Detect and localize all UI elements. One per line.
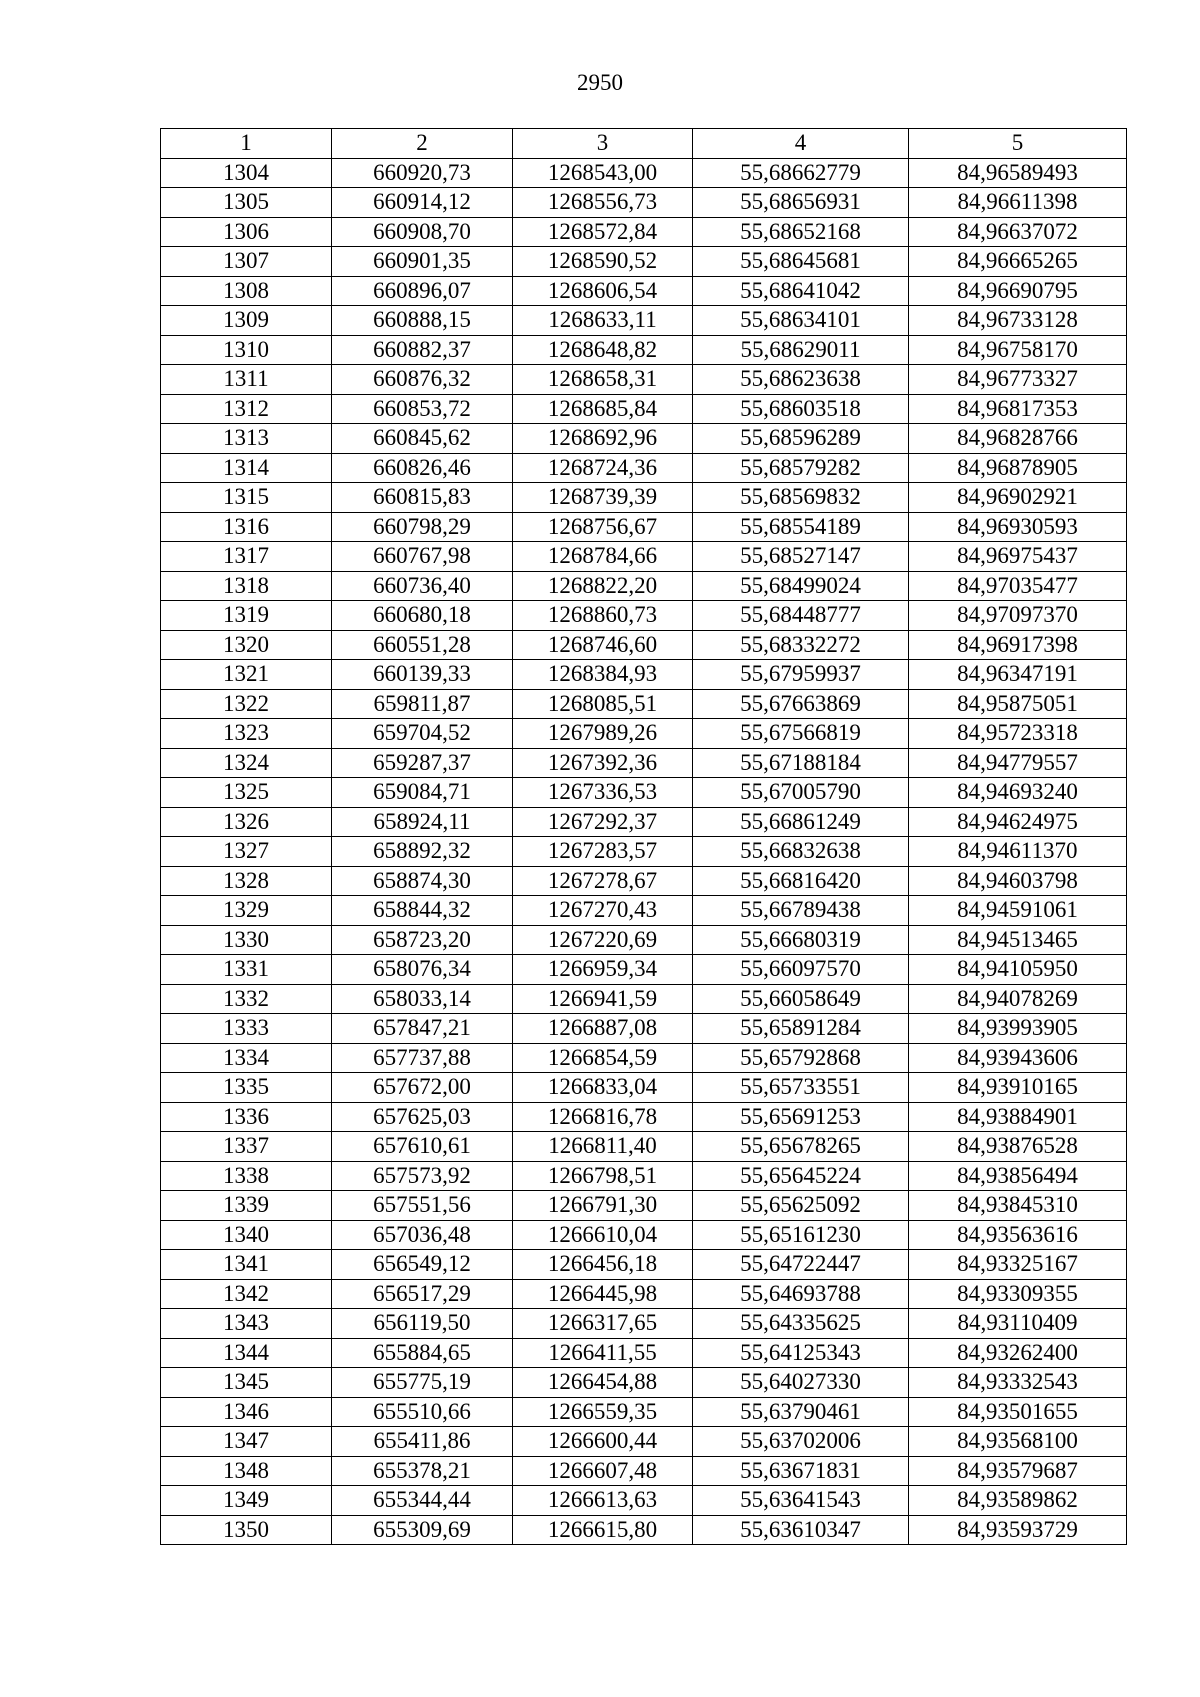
column-header-4: 4 [693, 129, 909, 159]
x-coordinate-cell: 660736,40 [332, 571, 513, 601]
x-coordinate-cell: 657551,56 [332, 1191, 513, 1221]
point-number-cell: 1338 [161, 1161, 332, 1191]
latitude-cell: 55,64125343 [693, 1338, 909, 1368]
table-row [161, 1250, 1127, 1280]
longitude-cell: 84,93568100 [909, 1427, 1127, 1457]
longitude-cell: 84,96975437 [909, 542, 1127, 572]
longitude-cell: 84,94105950 [909, 955, 1127, 985]
y-coordinate-cell: 1266811,40 [513, 1132, 693, 1162]
table-row [161, 1132, 1127, 1162]
x-coordinate-cell: 659704,52 [332, 719, 513, 749]
point-number-cell: 1316 [161, 512, 332, 542]
table-row [161, 601, 1127, 631]
point-number-cell: 1321 [161, 660, 332, 690]
point-number-cell: 1315 [161, 483, 332, 513]
table-row [161, 1486, 1127, 1516]
y-coordinate-cell: 1266456,18 [513, 1250, 693, 1280]
x-coordinate-cell: 659811,87 [332, 689, 513, 719]
point-number-cell: 1324 [161, 748, 332, 778]
point-number-cell: 1340 [161, 1220, 332, 1250]
point-number-cell: 1350 [161, 1515, 332, 1545]
table-row [161, 1456, 1127, 1486]
table-row [161, 1427, 1127, 1457]
table-row [161, 217, 1127, 247]
point-number-cell: 1330 [161, 925, 332, 955]
point-number-cell: 1312 [161, 394, 332, 424]
point-number-cell: 1325 [161, 778, 332, 808]
x-coordinate-cell: 655510,66 [332, 1397, 513, 1427]
latitude-cell: 55,63702006 [693, 1427, 909, 1457]
y-coordinate-cell: 1268590,52 [513, 247, 693, 277]
y-coordinate-cell: 1268784,66 [513, 542, 693, 572]
longitude-cell: 84,93325167 [909, 1250, 1127, 1280]
point-number-cell: 1320 [161, 630, 332, 660]
point-number-cell: 1345 [161, 1368, 332, 1398]
latitude-cell: 55,68629011 [693, 335, 909, 365]
page-number: 2950 [577, 70, 623, 95]
x-coordinate-cell: 660914,12 [332, 188, 513, 218]
y-coordinate-cell: 1266798,51 [513, 1161, 693, 1191]
y-coordinate-cell: 1268658,31 [513, 365, 693, 395]
y-coordinate-cell: 1267278,67 [513, 866, 693, 896]
y-coordinate-cell: 1267283,57 [513, 837, 693, 867]
point-number-cell: 1334 [161, 1043, 332, 1073]
latitude-cell: 55,68554189 [693, 512, 909, 542]
longitude-cell: 84,94779557 [909, 748, 1127, 778]
x-coordinate-cell: 657737,88 [332, 1043, 513, 1073]
table-row [161, 719, 1127, 749]
table-header-row [161, 129, 1127, 159]
table-row [161, 1220, 1127, 1250]
longitude-cell: 84,96917398 [909, 630, 1127, 660]
latitude-cell: 55,66816420 [693, 866, 909, 896]
longitude-cell: 84,93856494 [909, 1161, 1127, 1191]
latitude-cell: 55,68652168 [693, 217, 909, 247]
longitude-cell: 84,93845310 [909, 1191, 1127, 1221]
point-number-cell: 1331 [161, 955, 332, 985]
x-coordinate-cell: 657847,21 [332, 1014, 513, 1044]
x-coordinate-cell: 655411,86 [332, 1427, 513, 1457]
table-row [161, 630, 1127, 660]
longitude-cell: 84,93910165 [909, 1073, 1127, 1103]
latitude-cell: 55,68448777 [693, 601, 909, 631]
x-coordinate-cell: 660845,62 [332, 424, 513, 454]
table-row [161, 925, 1127, 955]
x-coordinate-cell: 656119,50 [332, 1309, 513, 1339]
longitude-cell: 84,96878905 [909, 453, 1127, 483]
longitude-cell: 84,93943606 [909, 1043, 1127, 1073]
point-number-cell: 1328 [161, 866, 332, 896]
longitude-cell: 84,96589493 [909, 158, 1127, 188]
table-row [161, 866, 1127, 896]
x-coordinate-cell: 655884,65 [332, 1338, 513, 1368]
x-coordinate-cell: 657610,61 [332, 1132, 513, 1162]
x-coordinate-cell: 659287,37 [332, 748, 513, 778]
longitude-cell: 84,94078269 [909, 984, 1127, 1014]
y-coordinate-cell: 1268692,96 [513, 424, 693, 454]
point-number-cell: 1323 [161, 719, 332, 749]
longitude-cell: 84,96828766 [909, 424, 1127, 454]
x-coordinate-cell: 660882,37 [332, 335, 513, 365]
longitude-cell: 84,93563616 [909, 1220, 1127, 1250]
table-row [161, 1279, 1127, 1309]
table-row [161, 1309, 1127, 1339]
point-number-cell: 1341 [161, 1250, 332, 1280]
latitude-cell: 55,68499024 [693, 571, 909, 601]
point-number-cell: 1326 [161, 807, 332, 837]
latitude-cell: 55,68596289 [693, 424, 909, 454]
point-number-cell: 1306 [161, 217, 332, 247]
point-number-cell: 1337 [161, 1132, 332, 1162]
x-coordinate-cell: 660853,72 [332, 394, 513, 424]
point-number-cell: 1305 [161, 188, 332, 218]
table-row [161, 955, 1127, 985]
y-coordinate-cell: 1268724,36 [513, 453, 693, 483]
y-coordinate-cell: 1268756,67 [513, 512, 693, 542]
point-number-cell: 1332 [161, 984, 332, 1014]
latitude-cell: 55,64335625 [693, 1309, 909, 1339]
latitude-cell: 55,64693788 [693, 1279, 909, 1309]
longitude-cell: 84,96347191 [909, 660, 1127, 690]
point-number-cell: 1342 [161, 1279, 332, 1309]
latitude-cell: 55,65733551 [693, 1073, 909, 1103]
latitude-cell: 55,66789438 [693, 896, 909, 926]
x-coordinate-cell: 656517,29 [332, 1279, 513, 1309]
latitude-cell: 55,66861249 [693, 807, 909, 837]
latitude-cell: 55,67663869 [693, 689, 909, 719]
point-number-cell: 1336 [161, 1102, 332, 1132]
y-coordinate-cell: 1267292,37 [513, 807, 693, 837]
longitude-cell: 84,94603798 [909, 866, 1127, 896]
latitude-cell: 55,65161230 [693, 1220, 909, 1250]
point-number-cell: 1318 [161, 571, 332, 601]
y-coordinate-cell: 1266833,04 [513, 1073, 693, 1103]
longitude-cell: 84,96611398 [909, 188, 1127, 218]
longitude-cell: 84,95723318 [909, 719, 1127, 749]
latitude-cell: 55,68623638 [693, 365, 909, 395]
longitude-cell: 84,96733128 [909, 306, 1127, 336]
table-row [161, 1338, 1127, 1368]
latitude-cell: 55,68603518 [693, 394, 909, 424]
table-row [161, 1368, 1127, 1398]
latitude-cell: 55,68656931 [693, 188, 909, 218]
y-coordinate-cell: 1268606,54 [513, 276, 693, 306]
longitude-cell: 84,93876528 [909, 1132, 1127, 1162]
x-coordinate-cell: 655344,44 [332, 1486, 513, 1516]
latitude-cell: 55,66832638 [693, 837, 909, 867]
y-coordinate-cell: 1268384,93 [513, 660, 693, 690]
y-coordinate-cell: 1268572,84 [513, 217, 693, 247]
point-number-cell: 1339 [161, 1191, 332, 1221]
y-coordinate-cell: 1266600,44 [513, 1427, 693, 1457]
table-row [161, 158, 1127, 188]
latitude-cell: 55,67005790 [693, 778, 909, 808]
longitude-cell: 84,95875051 [909, 689, 1127, 719]
point-number-cell: 1308 [161, 276, 332, 306]
latitude-cell: 55,67566819 [693, 719, 909, 749]
x-coordinate-cell: 656549,12 [332, 1250, 513, 1280]
longitude-cell: 84,97097370 [909, 601, 1127, 631]
table-row [161, 306, 1127, 336]
latitude-cell: 55,66680319 [693, 925, 909, 955]
latitude-cell: 55,65792868 [693, 1043, 909, 1073]
y-coordinate-cell: 1266791,30 [513, 1191, 693, 1221]
longitude-cell: 84,93501655 [909, 1397, 1127, 1427]
table-row [161, 276, 1127, 306]
y-coordinate-cell: 1266941,59 [513, 984, 693, 1014]
table-row [161, 188, 1127, 218]
longitude-cell: 84,96758170 [909, 335, 1127, 365]
x-coordinate-cell: 660139,33 [332, 660, 513, 690]
y-coordinate-cell: 1266317,65 [513, 1309, 693, 1339]
table-row [161, 837, 1127, 867]
latitude-cell: 55,65645224 [693, 1161, 909, 1191]
x-coordinate-cell: 655775,19 [332, 1368, 513, 1398]
x-coordinate-cell: 660876,32 [332, 365, 513, 395]
x-coordinate-cell: 655378,21 [332, 1456, 513, 1486]
y-coordinate-cell: 1266615,80 [513, 1515, 693, 1545]
x-coordinate-cell: 659084,71 [332, 778, 513, 808]
table-row [161, 689, 1127, 719]
point-number-cell: 1313 [161, 424, 332, 454]
longitude-cell: 84,93993905 [909, 1014, 1127, 1044]
table-row [161, 1102, 1127, 1132]
latitude-cell: 55,63790461 [693, 1397, 909, 1427]
table-row [161, 748, 1127, 778]
point-number-cell: 1311 [161, 365, 332, 395]
y-coordinate-cell: 1267336,53 [513, 778, 693, 808]
latitude-cell: 55,68662779 [693, 158, 909, 188]
x-coordinate-cell: 657036,48 [332, 1220, 513, 1250]
longitude-cell: 84,96637072 [909, 217, 1127, 247]
column-header-5: 5 [909, 129, 1127, 159]
latitude-cell: 55,68634101 [693, 306, 909, 336]
coordinates-table [160, 128, 1127, 1545]
longitude-cell: 84,96773327 [909, 365, 1127, 395]
column-header-1: 1 [161, 129, 332, 159]
y-coordinate-cell: 1266816,78 [513, 1102, 693, 1132]
x-coordinate-cell: 660888,15 [332, 306, 513, 336]
point-number-cell: 1327 [161, 837, 332, 867]
latitude-cell: 55,68569832 [693, 483, 909, 513]
longitude-cell: 84,96902921 [909, 483, 1127, 513]
y-coordinate-cell: 1266613,63 [513, 1486, 693, 1516]
longitude-cell: 84,94693240 [909, 778, 1127, 808]
longitude-cell: 84,96930593 [909, 512, 1127, 542]
x-coordinate-cell: 660551,28 [332, 630, 513, 660]
x-coordinate-cell: 658892,32 [332, 837, 513, 867]
x-coordinate-cell: 657573,92 [332, 1161, 513, 1191]
point-number-cell: 1347 [161, 1427, 332, 1457]
y-coordinate-cell: 1266559,35 [513, 1397, 693, 1427]
y-coordinate-cell: 1267392,36 [513, 748, 693, 778]
longitude-cell: 84,94513465 [909, 925, 1127, 955]
x-coordinate-cell: 658033,14 [332, 984, 513, 1014]
longitude-cell: 84,96690795 [909, 276, 1127, 306]
point-number-cell: 1314 [161, 453, 332, 483]
table-row [161, 1073, 1127, 1103]
table-row [161, 1515, 1127, 1545]
latitude-cell: 55,65625092 [693, 1191, 909, 1221]
x-coordinate-cell: 657625,03 [332, 1102, 513, 1132]
x-coordinate-cell: 660896,07 [332, 276, 513, 306]
longitude-cell: 84,93262400 [909, 1338, 1127, 1368]
y-coordinate-cell: 1266854,59 [513, 1043, 693, 1073]
y-coordinate-cell: 1266959,34 [513, 955, 693, 985]
longitude-cell: 84,96665265 [909, 247, 1127, 277]
point-number-cell: 1333 [161, 1014, 332, 1044]
table-row [161, 483, 1127, 513]
table-row [161, 1397, 1127, 1427]
latitude-cell: 55,64722447 [693, 1250, 909, 1280]
latitude-cell: 55,67959937 [693, 660, 909, 690]
x-coordinate-cell: 660767,98 [332, 542, 513, 572]
point-number-cell: 1346 [161, 1397, 332, 1427]
column-header-2: 2 [332, 129, 513, 159]
latitude-cell: 55,68645681 [693, 247, 909, 277]
latitude-cell: 55,63671831 [693, 1456, 909, 1486]
y-coordinate-cell: 1268822,20 [513, 571, 693, 601]
y-coordinate-cell: 1268556,73 [513, 188, 693, 218]
latitude-cell: 55,67188184 [693, 748, 909, 778]
x-coordinate-cell: 658844,32 [332, 896, 513, 926]
longitude-cell: 84,93579687 [909, 1456, 1127, 1486]
x-coordinate-cell: 655309,69 [332, 1515, 513, 1545]
x-coordinate-cell: 660680,18 [332, 601, 513, 631]
y-coordinate-cell: 1268648,82 [513, 335, 693, 365]
table-row [161, 394, 1127, 424]
latitude-cell: 55,68641042 [693, 276, 909, 306]
table-row [161, 424, 1127, 454]
x-coordinate-cell: 658076,34 [332, 955, 513, 985]
y-coordinate-cell: 1268746,60 [513, 630, 693, 660]
point-number-cell: 1349 [161, 1486, 332, 1516]
table-row [161, 247, 1127, 277]
longitude-cell: 84,94624975 [909, 807, 1127, 837]
y-coordinate-cell: 1267270,43 [513, 896, 693, 926]
latitude-cell: 55,68527147 [693, 542, 909, 572]
table-row [161, 660, 1127, 690]
longitude-cell: 84,93309355 [909, 1279, 1127, 1309]
table-row [161, 571, 1127, 601]
longitude-cell: 84,93593729 [909, 1515, 1127, 1545]
latitude-cell: 55,65691253 [693, 1102, 909, 1132]
longitude-cell: 84,93884901 [909, 1102, 1127, 1132]
y-coordinate-cell: 1266887,08 [513, 1014, 693, 1044]
point-number-cell: 1304 [161, 158, 332, 188]
x-coordinate-cell: 660798,29 [332, 512, 513, 542]
table-row [161, 1161, 1127, 1191]
point-number-cell: 1309 [161, 306, 332, 336]
table-row [161, 778, 1127, 808]
point-number-cell: 1322 [161, 689, 332, 719]
point-number-cell: 1329 [161, 896, 332, 926]
latitude-cell: 55,66097570 [693, 955, 909, 985]
y-coordinate-cell: 1266607,48 [513, 1456, 693, 1486]
point-number-cell: 1307 [161, 247, 332, 277]
x-coordinate-cell: 657672,00 [332, 1073, 513, 1103]
y-coordinate-cell: 1267989,26 [513, 719, 693, 749]
longitude-cell: 84,96817353 [909, 394, 1127, 424]
y-coordinate-cell: 1268860,73 [513, 601, 693, 631]
y-coordinate-cell: 1268739,39 [513, 483, 693, 513]
table-body [161, 158, 1127, 1545]
point-number-cell: 1319 [161, 601, 332, 631]
x-coordinate-cell: 658874,30 [332, 866, 513, 896]
x-coordinate-cell: 660908,70 [332, 217, 513, 247]
y-coordinate-cell: 1266454,88 [513, 1368, 693, 1398]
latitude-cell: 55,68332272 [693, 630, 909, 660]
latitude-cell: 55,68579282 [693, 453, 909, 483]
longitude-cell: 84,93110409 [909, 1309, 1127, 1339]
y-coordinate-cell: 1267220,69 [513, 925, 693, 955]
x-coordinate-cell: 658924,11 [332, 807, 513, 837]
latitude-cell: 55,63641543 [693, 1486, 909, 1516]
table-row [161, 335, 1127, 365]
x-coordinate-cell: 660815,83 [332, 483, 513, 513]
longitude-cell: 84,94611370 [909, 837, 1127, 867]
point-number-cell: 1343 [161, 1309, 332, 1339]
longitude-cell: 84,97035477 [909, 571, 1127, 601]
y-coordinate-cell: 1268633,11 [513, 306, 693, 336]
table-row [161, 512, 1127, 542]
latitude-cell: 55,65891284 [693, 1014, 909, 1044]
y-coordinate-cell: 1266411,55 [513, 1338, 693, 1368]
table-row [161, 1043, 1127, 1073]
table-row [161, 542, 1127, 572]
table-row [161, 365, 1127, 395]
y-coordinate-cell: 1266445,98 [513, 1279, 693, 1309]
y-coordinate-cell: 1268543,00 [513, 158, 693, 188]
point-number-cell: 1344 [161, 1338, 332, 1368]
point-number-cell: 1317 [161, 542, 332, 572]
table-row [161, 807, 1127, 837]
latitude-cell: 55,64027330 [693, 1368, 909, 1398]
longitude-cell: 84,93332543 [909, 1368, 1127, 1398]
x-coordinate-cell: 660901,35 [332, 247, 513, 277]
x-coordinate-cell: 660826,46 [332, 453, 513, 483]
latitude-cell: 55,63610347 [693, 1515, 909, 1545]
latitude-cell: 55,65678265 [693, 1132, 909, 1162]
longitude-cell: 84,93589862 [909, 1486, 1127, 1516]
table-row [161, 984, 1127, 1014]
table-row [161, 453, 1127, 483]
table-row [161, 896, 1127, 926]
point-number-cell: 1335 [161, 1073, 332, 1103]
latitude-cell: 55,66058649 [693, 984, 909, 1014]
y-coordinate-cell: 1268085,51 [513, 689, 693, 719]
y-coordinate-cell: 1266610,04 [513, 1220, 693, 1250]
column-header-3: 3 [513, 129, 693, 159]
y-coordinate-cell: 1268685,84 [513, 394, 693, 424]
longitude-cell: 84,94591061 [909, 896, 1127, 926]
point-number-cell: 1310 [161, 335, 332, 365]
table-row [161, 1191, 1127, 1221]
table-row [161, 1014, 1127, 1044]
x-coordinate-cell: 658723,20 [332, 925, 513, 955]
x-coordinate-cell: 660920,73 [332, 158, 513, 188]
point-number-cell: 1348 [161, 1456, 332, 1486]
